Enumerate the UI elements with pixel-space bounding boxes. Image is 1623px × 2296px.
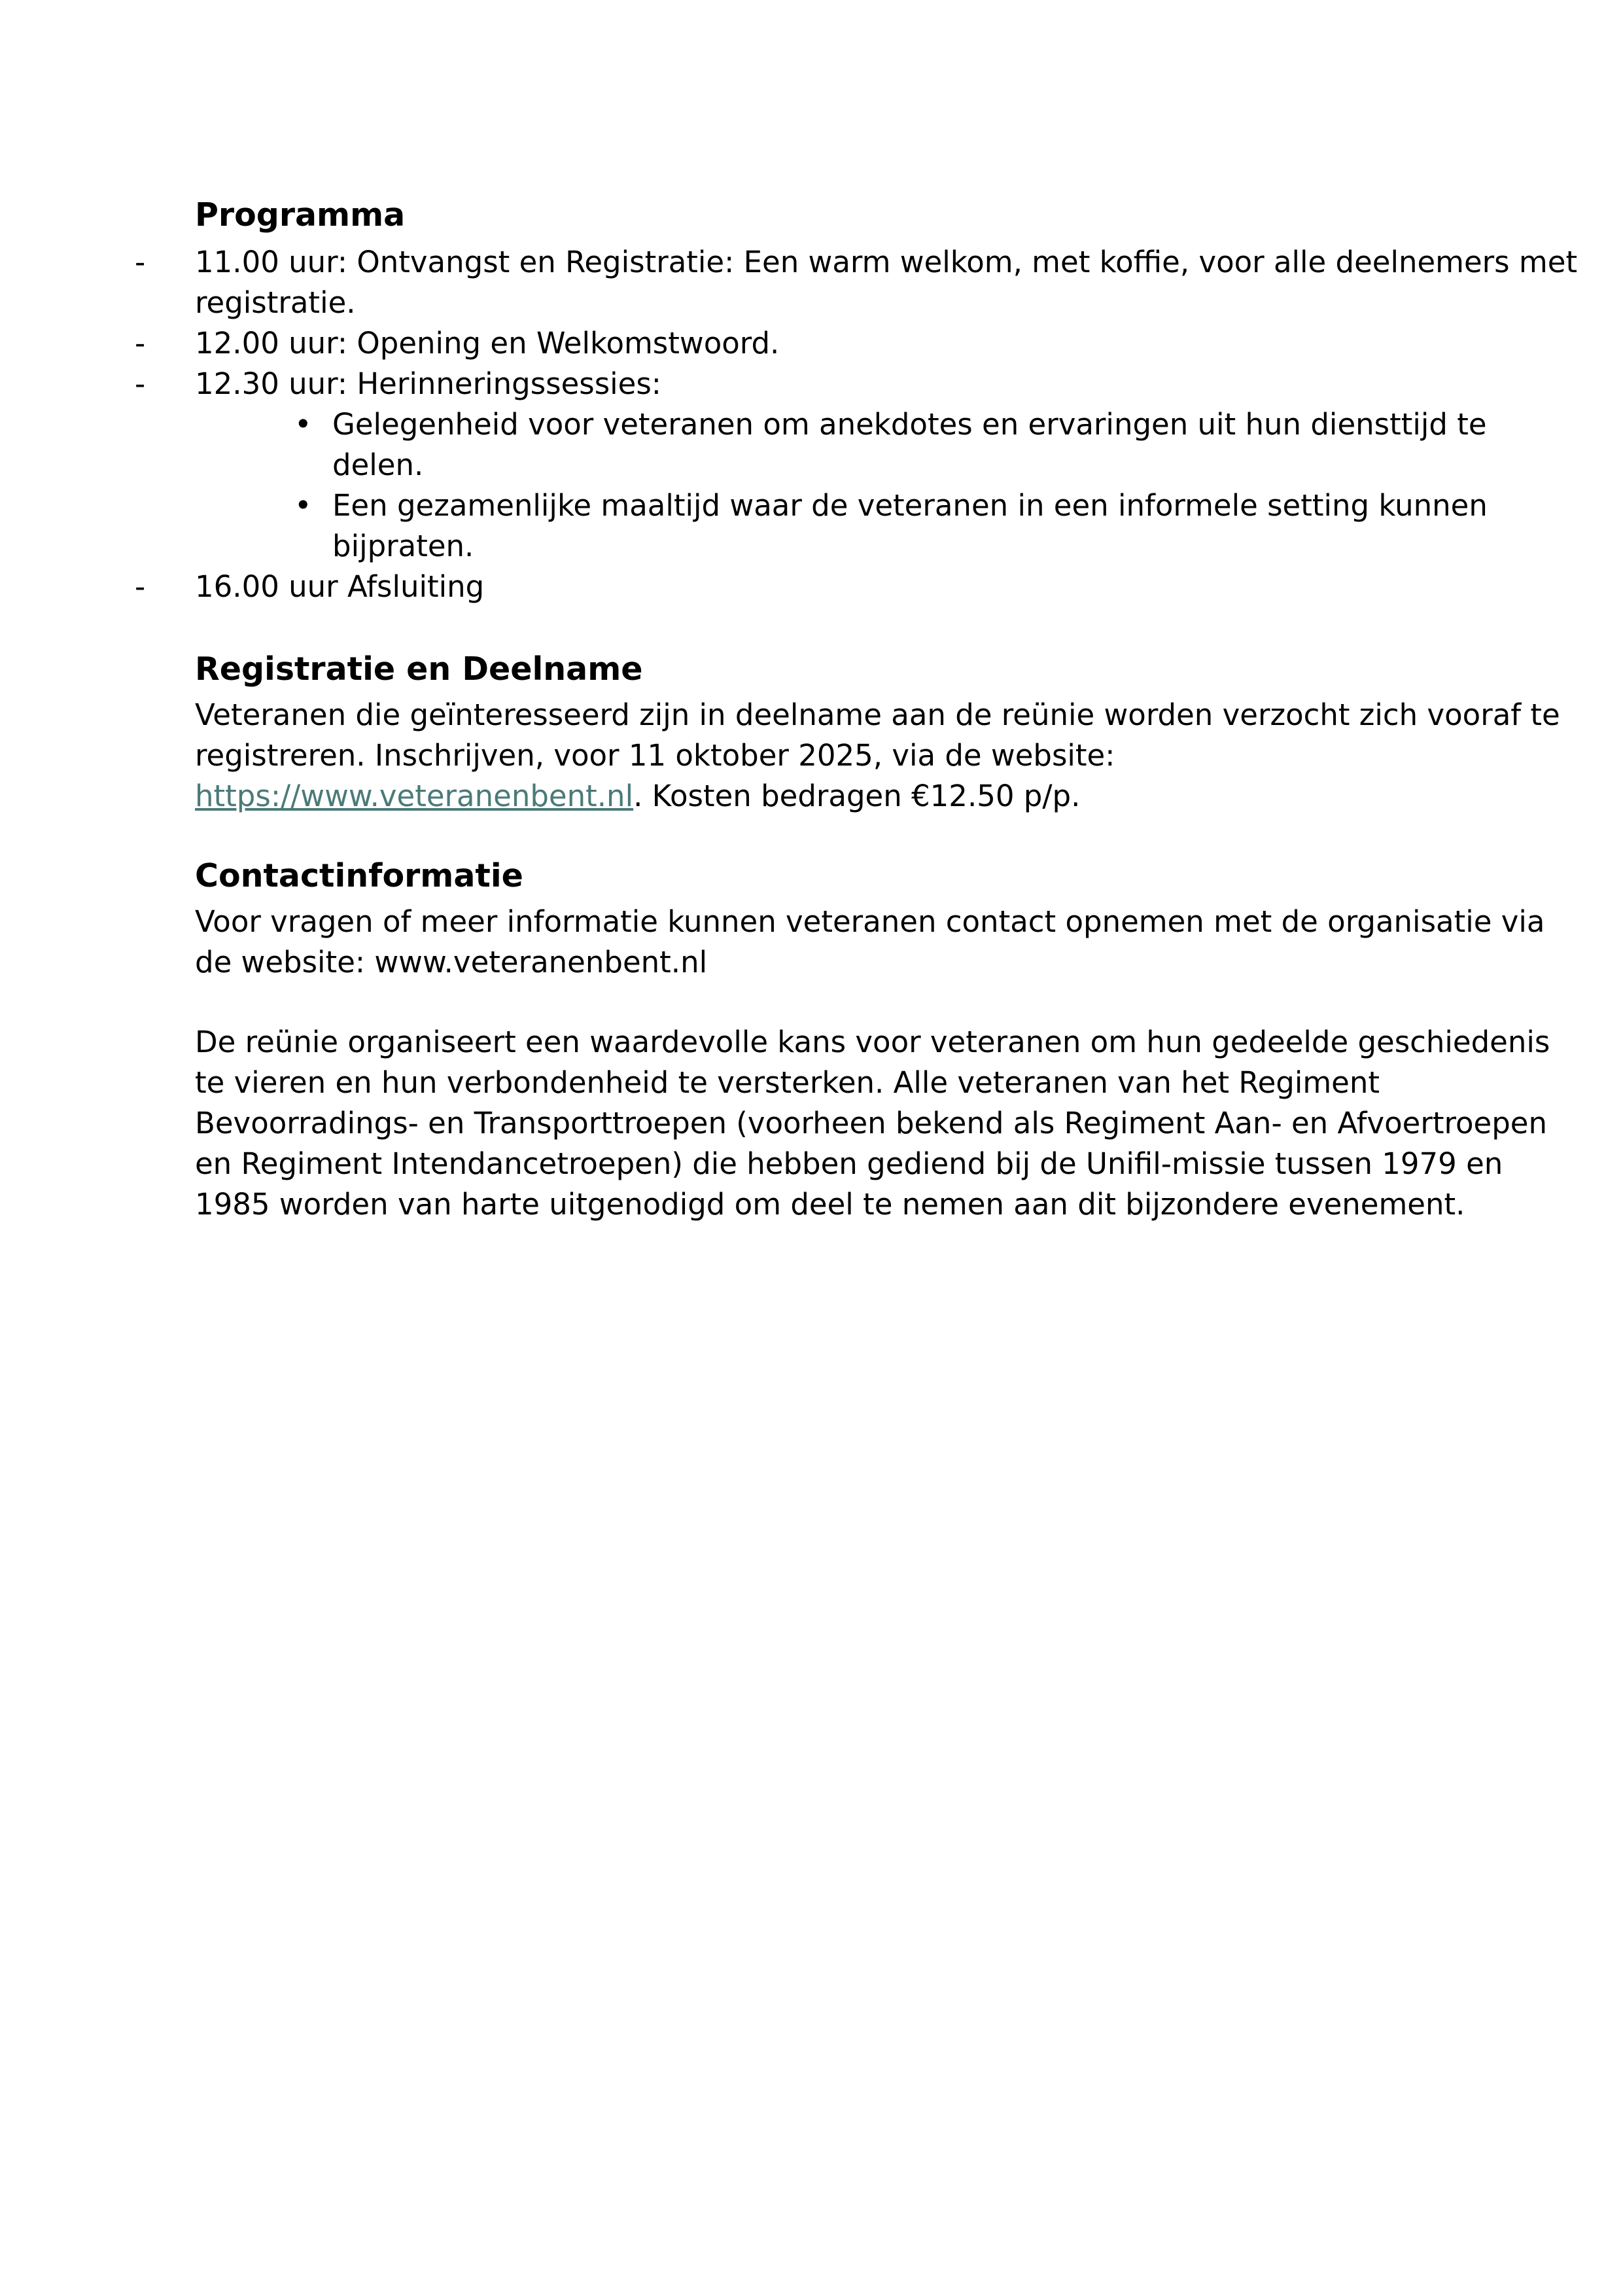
dash-marker: - — [135, 569, 146, 604]
registratie-line-1: Veteranen die geïnteresseerd zijn in deelname aan de reünie worden verzocht zich vooraf te — [195, 698, 1560, 732]
contact-line-2: de website: www.veteranenbent.nl — [195, 945, 708, 980]
dash-marker: - — [135, 326, 146, 361]
programma-item-1 — [135, 242, 1578, 323]
kosten-text: . Kosten bedragen €12.50 p/p. — [633, 779, 1081, 813]
programma-section — [195, 195, 1451, 236]
registratie-line-3 — [195, 776, 1451, 817]
dash-marker: - — [135, 245, 146, 279]
programma-item-2 — [135, 323, 1451, 364]
programma-subitem-1 — [294, 404, 1487, 486]
programma-item-3 — [135, 364, 1451, 404]
programma-item-4 — [135, 567, 1451, 607]
registratie-line-2: registreren. Inschrijven, voor 11 oktober 2025, via de website: — [195, 738, 1115, 773]
programma-subitem-2 — [294, 486, 1488, 567]
registratie-heading: Registratie en Deelname — [195, 650, 643, 688]
closing-line-5: 1985 worden van harte uitgenodigd om deel te nemen aan dit bijzondere evenement. — [195, 1187, 1465, 1222]
closing-line-2: te vieren en hun verbondenheid te versterken. Alle veteranen van het Regiment — [195, 1065, 1380, 1100]
contact-section — [195, 856, 1545, 983]
closing-paragraph — [195, 1022, 1550, 1225]
programma-item-4-line-1: 16.00 uur Afsluiting — [195, 569, 485, 604]
closing-line-1: De reünie organiseert een waardevolle kans voor veteranen om hun gedeelde geschiedenis — [195, 1025, 1550, 1059]
programma-subitem-2-line-2: bijpraten. — [332, 529, 474, 563]
closing-line-4: en Regiment Intendancetroepen) die hebben gediend bij de Unifil-missie tussen 1979 en — [195, 1146, 1503, 1181]
programma-heading: Programma — [195, 196, 406, 234]
bullet-marker: • — [294, 488, 312, 523]
programma-subitem-2-line-1: Een gezamenlijke maaltijd waar de veteranen in een informele setting kunnen — [332, 488, 1488, 523]
registratie-section — [195, 649, 1560, 817]
bullet-marker: • — [294, 407, 312, 442]
programma-subitem-1-line-2: delen. — [332, 448, 424, 482]
website-link[interactable]: https://www.veteranenbent.nl — [195, 779, 634, 813]
programma-item-1-line-1: 11.00 uur: Ontvangst en Registratie: Een warm welkom, met koffie, voor alle deelnemers met — [195, 245, 1578, 279]
contact-heading: Contactinformatie — [195, 857, 523, 894]
programma-item-3-line-1: 12.30 uur: Herinneringssessies: — [195, 366, 661, 401]
closing-line-3: Bevoorradings- en Transporttroepen (voorheen bekend als Regiment Aan- en Afvoertroepen — [195, 1106, 1548, 1140]
contact-line-1: Voor vragen of meer informatie kunnen veteranen contact opnemen met de organisatie via — [195, 904, 1545, 939]
programma-item-1-line-2: registratie. — [195, 285, 356, 320]
dash-marker: - — [135, 366, 146, 401]
programma-subitem-1-line-1: Gelegenheid voor veteranen om anekdotes en ervaringen uit hun diensttijd te — [332, 407, 1487, 442]
programma-item-2-line-1: 12.00 uur: Opening en Welkomstwoord. — [195, 326, 780, 361]
